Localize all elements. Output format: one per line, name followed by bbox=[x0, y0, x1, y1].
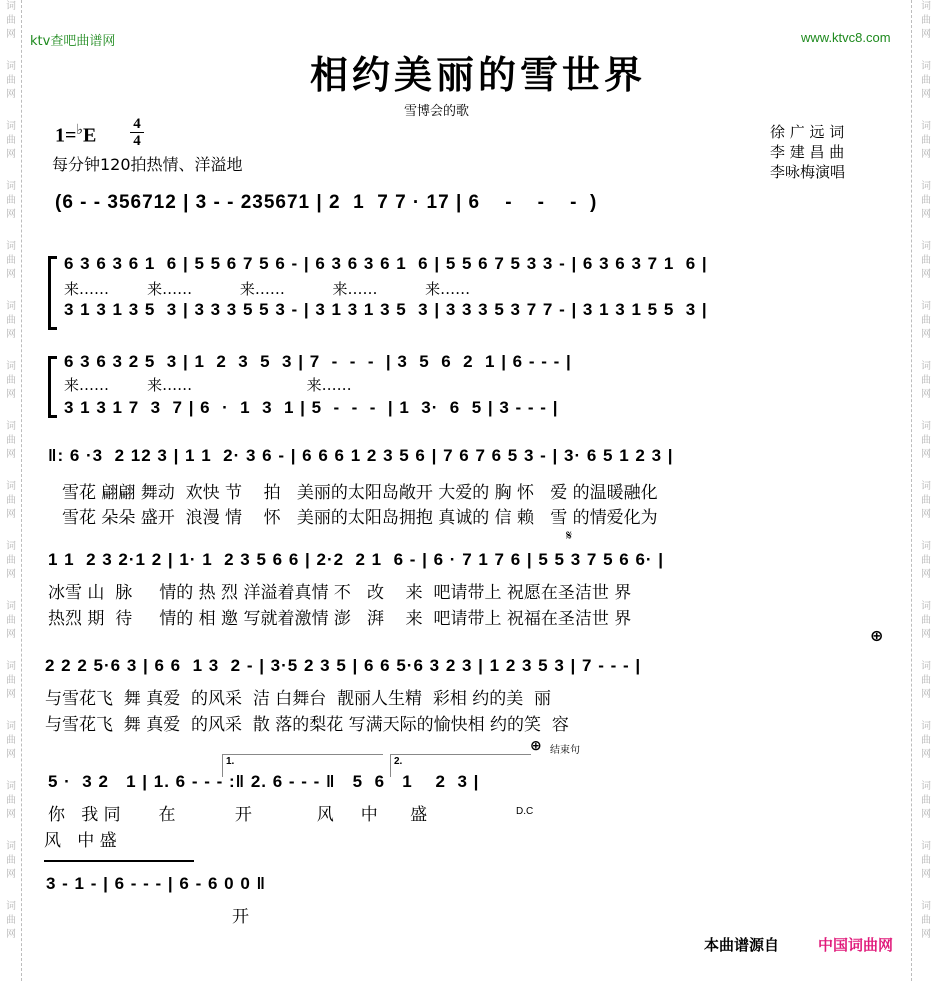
coda-icon: ⊕ bbox=[530, 738, 542, 754]
flat-icon: ♭ bbox=[76, 123, 84, 138]
system1-lower-part: 3 1 3 1 3 5 3 | 3 3 3 5 5 3 - | 3 1 3 1 3 5 3 | 3 3 3 5 3 7 7 - | 3 1 3 1 5 5 3 | bbox=[64, 300, 708, 319]
time-signature: 4 4 bbox=[130, 116, 144, 149]
tempo-marking: 每分钟120拍热情、洋溢地 bbox=[52, 155, 243, 174]
footer-source-label: 本曲谱源自 bbox=[704, 936, 780, 954]
system-bracket bbox=[48, 356, 57, 418]
verse3-lyric-1: 与雪花飞 舞 真爱 的风采 洁 白舞台 靓丽人生精 彩相 约的美 丽 bbox=[45, 689, 552, 709]
coda-slur bbox=[44, 860, 194, 862]
key-signature: 1=♭E bbox=[55, 123, 97, 147]
credits bbox=[770, 122, 845, 182]
song-title: 相约美丽的雪世界 bbox=[310, 52, 647, 97]
system-bracket bbox=[48, 256, 57, 330]
verse1-lyric-1: 雪花 翩翩 舞动 欢快 节 拍 美丽的太阳岛敞开 大爱的 胸 怀 爱 的温暖融化 bbox=[62, 483, 658, 503]
verse3-lyric-2: 与雪花飞 舞 真爱 的风采 散 落的梨花 写满天际的愉快相 约的笑 容 bbox=[45, 715, 569, 735]
watermark-left-column: 词 曲 网 词 曲 网 词 曲 网 词 曲 网 词 曲 网 词 曲 网 词 曲 网 词 曲 网 词 曲 网 词 曲 网 词 曲 网 词 曲 网 词 曲 网 词 曲 网 词 曲 网 词 曲 网 bbox=[6, 1, 16, 940]
coda-notes: 3 - 1 - | 6 - - - | 6 - 6 0 0 ‖ bbox=[46, 874, 266, 893]
ending-label: 结束句 bbox=[550, 745, 580, 756]
dc-marking: D.C bbox=[516, 806, 534, 817]
system2-lyric: 来…… 来…… 来…… bbox=[64, 376, 352, 394]
ending-notes: 5 · 3 2 1 | 1. 6 - - - :‖ 2. 6 - - - ‖ 5 6 1 2 3 | bbox=[48, 772, 480, 791]
system1-lyric: 来…… 来…… 来…… 来…… 来…… bbox=[64, 280, 471, 298]
verse1-lyric-2: 雪花 朵朵 盛开 浪漫 情 怀 美丽的太阳岛拥抱 真诚的 信 赖 雪 的情爱化为 bbox=[62, 508, 658, 528]
verse2-notes: 1 1 2 3 2·1 2 | 1· 1 2 3 5 6 6 | 2·2 2 1 6 - | 6 · 7 1 7 6 | 5 5 3 7 5 6 6· | bbox=[48, 550, 665, 569]
watermark-right-column: 词 曲 网 词 曲 网 词 曲 网 词 曲 网 词 曲 网 词 曲 网 词 曲 网 词 曲 网 词 曲 网 词 曲 网 词 曲 网 词 曲 网 词 曲 网 词 曲 网 词 曲 网 词 曲 网 bbox=[921, 1, 931, 940]
system2-lower-part: 3 1 3 1 7 3 7 | 6 · 1 3 1 | 5 - - - | 1 3· 6 5 | 3 - - - | bbox=[64, 398, 559, 417]
coda-lyric: 开 bbox=[232, 907, 249, 927]
system1-upper-part: 6 3 6 3 6 1 6 | 5 5 6 7 5 6 - | 6 3 6 3 6 1 6 | 5 5 6 7 5 3 3 - | 6 3 6 3 7 1 6 | bbox=[64, 254, 708, 273]
ending-lyric-2: 风 中 盛 bbox=[44, 831, 117, 851]
system2-upper-part: 6 3 6 3 2 5 3 | 1 2 3 5 3 | 7 - - - | 3 5 6 2 1 | 6 - - - | bbox=[64, 352, 572, 371]
song-subtitle: 雪博会的歌 bbox=[404, 104, 470, 119]
left-dashed-border bbox=[21, 0, 22, 981]
composer: 李 建 昌 曲 bbox=[770, 143, 845, 161]
intro-line: (6 - - 356712 | 3 - - 235671 | 2 1 7 7 · 17 | 6 - - - ) bbox=[55, 192, 598, 213]
ending-lyric-1: 你 我 同 在 开 风 中 盛 bbox=[48, 805, 428, 825]
verse3-notes: 2 2 2 5·6 3 | 6 6 1 3 2 - | 3·5 2 3 5 | 6 6 5·6 3 2 3 | 1 2 3 5 3 | 7 - - - | bbox=[45, 656, 642, 675]
verse2-lyric-1: 冰雪 山 脉 情的 热 烈 洋溢着真情 不 改 来 吧请带上 祝愿在圣洁世 界 bbox=[48, 583, 632, 603]
volta-1-label: 1. bbox=[226, 756, 235, 767]
lyricist: 徐 广 远 词 bbox=[770, 123, 845, 141]
right-dashed-border bbox=[911, 0, 912, 981]
coda-icon: ⊕ bbox=[870, 626, 884, 645]
verse1-notes: ‖: 6 ·3 2 12 3 | 1 1 2· 3 6 - | 6 6 6 1 2 3 5 6 | 7 6 7 6 5 3 - | 3· 6 5 1 2 3 | bbox=[48, 446, 674, 465]
left-site-watermark: ktv查吧曲谱网 bbox=[30, 34, 116, 49]
verse2-lyric-2: 热烈 期 待 情的 相 邀 写就着激情 澎 湃 来 吧请带上 祝福在圣洁世 界 bbox=[48, 609, 632, 629]
performer: 李咏梅演唱 bbox=[770, 163, 846, 181]
segno-icon: 𝄋 bbox=[566, 528, 573, 544]
right-site-watermark: www.ktvc8.com bbox=[801, 30, 891, 45]
volta-2-label: 2. bbox=[394, 756, 403, 767]
footer-source-site[interactable]: 中国词曲网 bbox=[818, 936, 894, 954]
